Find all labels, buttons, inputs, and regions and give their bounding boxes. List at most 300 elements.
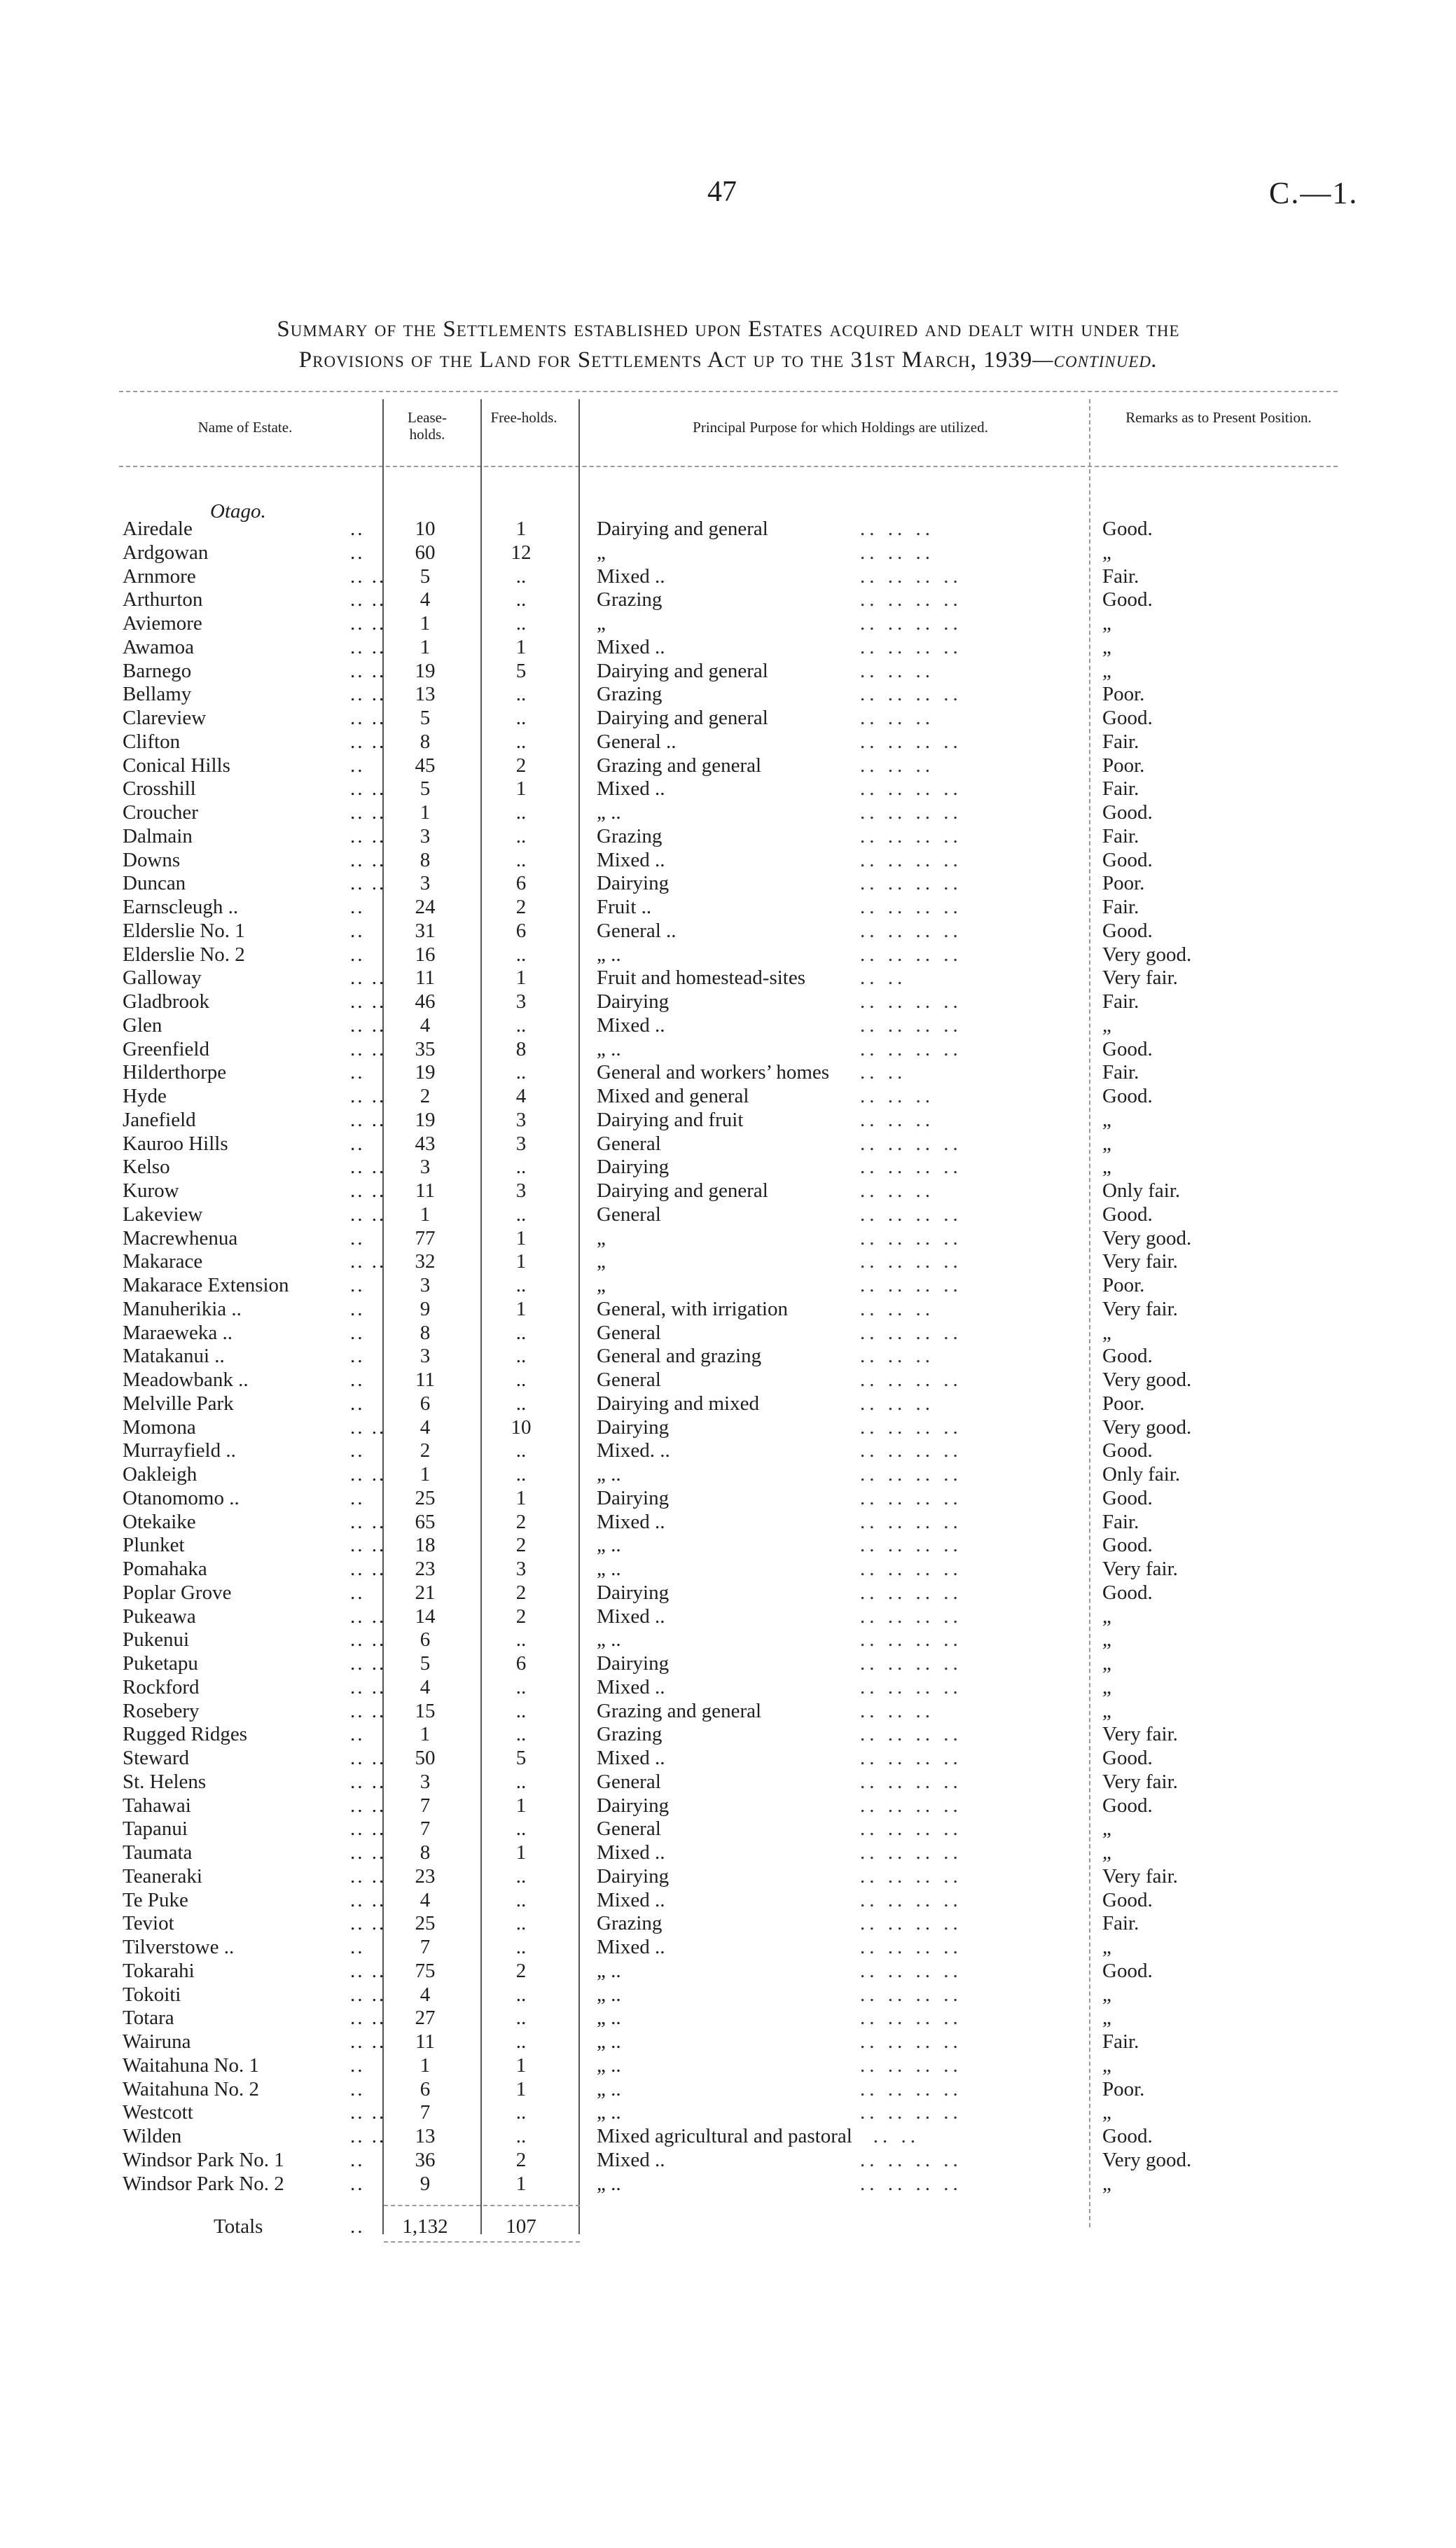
purpose-cell: Dairying and general <box>597 1179 768 1202</box>
purpose-cell: Mixed. .. <box>597 1439 670 1462</box>
purpose-cell: „ .. <box>597 2101 621 2124</box>
remarks-cell: Good. <box>1102 1534 1153 1557</box>
estate-name: Arthurton <box>123 588 203 611</box>
purpose-cell: Dairying and general <box>597 707 768 729</box>
group-label-otago: Otago. <box>210 500 266 522</box>
freeholds-cell: 2 <box>515 2148 527 2171</box>
freeholds-cell: 2 <box>515 754 527 777</box>
table-row <box>0 1463 1456 1487</box>
remarks-cell: Good. <box>1102 2125 1153 2147</box>
table-row <box>0 731 1456 754</box>
freeholds-cell: 2 <box>515 896 527 918</box>
remarks-cell: „ <box>1102 635 1111 658</box>
leaseholds-cell: 11 <box>415 1179 435 1202</box>
purpose-cell: Dairying and general <box>597 659 768 682</box>
estate-name: Macrewhenua <box>123 1226 238 1249</box>
purpose-cell: „ <box>597 541 606 564</box>
estate-name: Clareview <box>123 707 207 729</box>
name-leader-dots: .. <box>350 1274 365 1296</box>
table-row <box>0 1889 1456 1913</box>
leaseholds-cell: 4 <box>420 1888 431 1911</box>
leaseholds-cell: 8 <box>420 730 431 753</box>
table-row <box>0 707 1456 731</box>
estate-name: Elderslie No. 2 <box>123 943 245 966</box>
purpose-leader-dots: .. .. .. .. <box>860 565 962 588</box>
estate-table-body <box>0 518 1456 2196</box>
freeholds-cell: .. <box>515 588 527 611</box>
purpose-leader-dots: .. .. .. .. <box>860 1959 962 1982</box>
leaseholds-cell: 8 <box>420 848 431 871</box>
purpose-cell: „ .. <box>597 2172 621 2195</box>
table-row <box>0 896 1456 920</box>
name-leader-dots: .. <box>350 1723 365 1746</box>
purpose-leader-dots: .. .. .. .. <box>860 588 962 611</box>
leaseholds-cell: 1 <box>420 1203 431 1226</box>
estate-name: Rugged Ridges <box>123 1723 248 1746</box>
purpose-cell: Mixed .. <box>597 848 665 871</box>
purpose-cell: Mixed .. <box>597 2148 665 2171</box>
name-leader-dots: .. .. <box>350 2125 387 2147</box>
name-leader-dots: .. <box>350 1936 365 1958</box>
name-leader-dots: .. .. <box>350 1983 387 2006</box>
purpose-leader-dots: .. .. .. .. <box>860 2077 962 2100</box>
estate-name: Kauroo Hills <box>123 1132 228 1155</box>
freeholds-cell: .. <box>515 2101 527 2124</box>
leaseholds-cell: 1 <box>420 612 431 635</box>
purpose-leader-dots: .. .. .. <box>860 1345 934 1368</box>
leaseholds-cell: 24 <box>415 896 436 918</box>
name-leader-dots: .. <box>350 919 365 942</box>
purpose-leader-dots: .. .. .. .. <box>860 1817 962 1841</box>
freeholds-cell: .. <box>515 848 527 871</box>
document-title <box>112 314 1345 375</box>
purpose-leader-dots: .. .. <box>860 1061 907 1084</box>
estate-name: Rosebery <box>123 1699 200 1722</box>
purpose-cell: Mixed .. <box>597 1605 665 1628</box>
estate-name: Aviemore <box>123 612 202 635</box>
purpose-cell: Dairying <box>597 1415 670 1439</box>
purpose-leader-dots: .. .. .. <box>860 1085 934 1107</box>
purpose-leader-dots: .. .. .. .. <box>860 2101 962 2124</box>
remarks-cell: Good. <box>1102 1345 1153 1368</box>
name-leader-dots: .. .. <box>350 659 387 682</box>
table-row <box>0 1038 1456 1062</box>
estate-name: Tilverstowe .. <box>123 1936 235 1958</box>
leaseholds-cell: 4 <box>420 588 431 611</box>
table-row <box>0 1133 1456 1156</box>
table-row <box>0 1250 1456 1274</box>
estate-name: Kelso <box>123 1156 170 1179</box>
freeholds-cell: 4 <box>515 1085 527 1107</box>
purpose-cell: Grazing <box>597 1912 663 1935</box>
remarks-cell: „ <box>1102 2101 1111 2124</box>
name-leader-dots: .. .. <box>350 824 387 847</box>
leaseholds-cell: 65 <box>415 1510 436 1533</box>
estate-name: Clifton <box>123 730 181 753</box>
remarks-cell: Fair. <box>1102 824 1139 847</box>
freeholds-cell: 1 <box>515 967 527 990</box>
leaseholds-cell: 11 <box>415 1369 435 1391</box>
remarks-cell: Good. <box>1102 1085 1153 1107</box>
remarks-cell: Very good. <box>1102 1415 1192 1439</box>
remarks-cell: Fair. <box>1102 1061 1139 1084</box>
purpose-cell: Dairying <box>597 990 670 1013</box>
table-row <box>0 2030 1456 2054</box>
freeholds-cell: .. <box>515 1013 527 1037</box>
purpose-leader-dots: .. .. .. .. <box>860 1226 962 1249</box>
estate-name: Wilden <box>123 2125 182 2147</box>
estate-name: Duncan <box>123 872 186 895</box>
purpose-leader-dots: .. .. .. .. <box>860 1013 962 1037</box>
purpose-cell: General and grazing <box>597 1345 762 1368</box>
name-leader-dots: .. <box>350 1061 365 1084</box>
totals-top-rule <box>384 2205 580 2206</box>
name-leader-dots: .. .. <box>350 635 387 658</box>
leaseholds-cell: 5 <box>420 565 431 588</box>
leaseholds-cell: 5 <box>420 777 431 801</box>
remarks-cell: „ <box>1102 1628 1111 1652</box>
purpose-cell: „ .. <box>597 801 621 824</box>
purpose-leader-dots: .. .. .. .. <box>860 1510 962 1533</box>
freeholds-cell: 1 <box>515 2054 527 2077</box>
leaseholds-cell: 18 <box>415 1534 436 1557</box>
purpose-leader-dots: .. .. .. .. <box>860 1581 962 1604</box>
freeholds-cell: .. <box>515 730 527 753</box>
remarks-cell: Very good. <box>1102 943 1192 966</box>
table-row <box>0 920 1456 943</box>
freeholds-cell: 2 <box>515 1510 527 1533</box>
purpose-leader-dots: .. .. .. .. <box>860 1250 962 1273</box>
purpose-cell: Dairying <box>597 1581 670 1604</box>
freeholds-cell: 2 <box>515 1534 527 1557</box>
purpose-cell: General <box>597 1132 661 1155</box>
purpose-cell: Dairying <box>597 1794 670 1817</box>
leaseholds-cell: 43 <box>415 1132 436 1155</box>
name-leader-dots: .. <box>350 1392 365 1415</box>
leaseholds-cell: 25 <box>415 1486 436 1509</box>
name-leader-dots: .. .. <box>350 1770 387 1793</box>
name-leader-dots: .. <box>350 1345 365 1368</box>
purpose-leader-dots: .. .. .. .. <box>860 896 962 918</box>
table-row <box>0 1085 1456 1109</box>
purpose-cell: Grazing and general <box>597 754 762 777</box>
freeholds-cell: .. <box>515 1936 527 1958</box>
leaseholds-cell: 45 <box>415 754 436 777</box>
totals-leaseholds: 1,132 <box>402 2215 448 2238</box>
remarks-cell: Good. <box>1102 1959 1153 1982</box>
name-leader-dots: .. <box>350 754 365 777</box>
freeholds-cell: .. <box>515 1439 527 1462</box>
estate-name: Te Puke <box>123 1888 188 1911</box>
remarks-cell: Fair. <box>1102 1510 1139 1533</box>
remarks-cell: Very fair. <box>1102 1250 1178 1273</box>
purpose-leader-dots: .. .. .. .. <box>860 1439 962 1462</box>
header-leaseholds: Lease-holds. <box>408 409 447 443</box>
header-purpose: Principal Purpose for which Holdings are utilized. <box>693 419 988 436</box>
freeholds-cell: .. <box>515 943 527 966</box>
remarks-cell: „ <box>1102 1936 1111 1958</box>
purpose-cell: „ .. <box>597 1463 621 1486</box>
purpose-leader-dots: .. .. .. .. <box>860 2054 962 2077</box>
remarks-cell: Very fair. <box>1102 1558 1178 1580</box>
purpose-leader-dots: .. .. .. .. <box>860 683 962 706</box>
purpose-cell: Mixed .. <box>597 635 665 658</box>
freeholds-cell: 1 <box>515 1250 527 1273</box>
estate-name: Murrayfield .. <box>123 1439 236 1462</box>
table-row <box>0 1369 1456 1392</box>
purpose-cell: Dairying <box>597 1156 670 1179</box>
remarks-cell: Good. <box>1102 801 1153 824</box>
estate-name: Janefield <box>123 1108 196 1131</box>
table-row <box>0 1558 1456 1581</box>
name-leader-dots: .. <box>350 943 365 966</box>
leaseholds-cell: 9 <box>420 2172 431 2195</box>
name-leader-dots: .. .. <box>350 707 387 729</box>
remarks-cell: Very fair. <box>1102 1723 1178 1746</box>
purpose-cell: Fruit and homestead-sites <box>597 967 806 990</box>
table-row <box>0 1014 1456 1038</box>
table-row <box>0 636 1456 660</box>
leaseholds-cell: 1 <box>420 801 431 824</box>
freeholds-cell: .. <box>515 1912 527 1935</box>
leaseholds-cell: 21 <box>415 1581 436 1604</box>
estate-name: Pukeawa <box>123 1605 196 1628</box>
leaseholds-cell: 8 <box>420 1841 431 1864</box>
freeholds-cell: .. <box>515 1817 527 1841</box>
purpose-cell: Mixed agricultural and pastoral <box>597 2125 852 2147</box>
leaseholds-cell: 77 <box>415 1226 436 1249</box>
leaseholds-cell: 9 <box>420 1297 431 1320</box>
remarks-cell: Good. <box>1102 707 1153 729</box>
freeholds-cell: 1 <box>515 1486 527 1509</box>
leaseholds-cell: 25 <box>415 1912 436 1935</box>
table-row <box>0 612 1456 636</box>
purpose-cell: Dairying and general <box>597 518 768 540</box>
table-row <box>0 2149 1456 2173</box>
remarks-cell: „ <box>1102 1699 1111 1722</box>
title-line-2-text: Provisions of the Land for Settlements Act up to the 31st March, 1939 <box>298 347 1033 373</box>
remarks-cell: „ <box>1102 1675 1111 1698</box>
table-row <box>0 1936 1456 1960</box>
remarks-cell: Fair. <box>1102 730 1139 753</box>
purpose-cell: Dairying and mixed <box>597 1392 759 1415</box>
table-row <box>0 1912 1456 1936</box>
remarks-cell: Poor. <box>1102 2077 1145 2100</box>
freeholds-cell: 1 <box>515 2077 527 2100</box>
leaseholds-cell: 35 <box>415 1037 436 1060</box>
estate-name: Westcott <box>123 2101 193 2124</box>
name-leader-dots: .. .. <box>350 1912 387 1935</box>
table-row <box>0 1747 1456 1771</box>
purpose-cell: Grazing <box>597 683 663 706</box>
estate-name: Tahawai <box>123 1794 191 1817</box>
table-row <box>0 1179 1456 1203</box>
purpose-leader-dots: .. .. .. .. <box>860 1936 962 1958</box>
purpose-cell: Grazing <box>597 588 663 611</box>
estate-name: Croucher <box>123 801 198 824</box>
table-row <box>0 1581 1456 1605</box>
purpose-leader-dots: .. .. .. .. <box>860 777 962 801</box>
freeholds-cell: .. <box>515 2030 527 2053</box>
estate-name: Puketapu <box>123 1652 198 1675</box>
name-leader-dots: .. <box>350 1486 365 1509</box>
purpose-leader-dots: .. .. .. .. <box>860 1274 962 1296</box>
leaseholds-cell: 31 <box>415 919 436 942</box>
leaseholds-cell: 8 <box>420 1321 431 1344</box>
estate-name: Ardgowan <box>123 541 209 564</box>
page-reference: C.—1. <box>1269 176 1359 210</box>
name-leader-dots: .. .. <box>350 1179 387 1202</box>
table-row <box>0 967 1456 990</box>
table-row <box>0 1865 1456 1889</box>
purpose-leader-dots: .. .. .. .. <box>860 1132 962 1155</box>
purpose-leader-dots: .. .. .. <box>860 1179 934 1202</box>
table-row <box>0 825 1456 849</box>
purpose-cell: Grazing and general <box>597 1699 762 1722</box>
purpose-cell: General <box>597 1369 661 1391</box>
remarks-cell: „ <box>1102 1108 1111 1131</box>
purpose-cell: Grazing <box>597 1723 663 1746</box>
estate-name: Totara <box>123 2007 174 2030</box>
freeholds-cell: 6 <box>515 919 527 942</box>
table-row <box>0 1817 1456 1841</box>
purpose-cell: „ .. <box>597 1983 621 2006</box>
freeholds-cell: 1 <box>515 1794 527 1817</box>
remarks-cell: Very fair. <box>1102 967 1178 990</box>
name-leader-dots: .. .. <box>350 1415 387 1439</box>
purpose-leader-dots: .. .. .. .. <box>860 2172 962 2195</box>
purpose-leader-dots: .. .. .. .. <box>860 2030 962 2053</box>
purpose-leader-dots: .. .. .. .. <box>860 1888 962 1911</box>
remarks-cell: Poor. <box>1102 1274 1145 1296</box>
purpose-leader-dots: .. .. .. .. <box>860 1463 962 1486</box>
purpose-leader-dots: .. .. <box>860 967 907 990</box>
purpose-leader-dots: .. .. .. .. <box>860 1652 962 1675</box>
purpose-cell: Mixed .. <box>597 1013 665 1037</box>
leaseholds-cell: 27 <box>415 2007 436 2030</box>
leaseholds-cell: 46 <box>415 990 436 1013</box>
freeholds-cell: 2 <box>515 1959 527 1982</box>
totals-label: Totals <box>214 2215 263 2238</box>
remarks-cell: „ <box>1102 1156 1111 1179</box>
freeholds-cell: 6 <box>515 1652 527 1675</box>
table-row <box>0 1723 1456 1747</box>
estate-name: Windsor Park No. 1 <box>123 2148 284 2171</box>
freeholds-cell: 1 <box>515 777 527 801</box>
remarks-cell: Good. <box>1102 1203 1153 1226</box>
freeholds-cell: 2 <box>515 1581 527 1604</box>
table-row <box>0 1345 1456 1369</box>
name-leader-dots: .. .. <box>350 777 387 801</box>
remarks-cell: Very fair. <box>1102 1770 1178 1793</box>
name-leader-dots: .. .. <box>350 1463 387 1486</box>
purpose-cell: Mixed .. <box>597 777 665 801</box>
purpose-leader-dots: .. .. .. .. <box>860 1037 962 1060</box>
estate-name: Dalmain <box>123 824 193 847</box>
leaseholds-cell: 7 <box>420 1794 431 1817</box>
estate-name: Awamoa <box>123 635 195 658</box>
purpose-leader-dots: .. .. .. .. <box>860 919 962 942</box>
table-row <box>0 2125 1456 2149</box>
freeholds-cell: .. <box>515 707 527 729</box>
purpose-leader-dots: .. .. .. <box>860 1392 934 1415</box>
estate-name: Makarace Extension <box>123 1274 289 1296</box>
remarks-cell: „ <box>1102 541 1111 564</box>
name-leader-dots: .. .. <box>350 1534 387 1557</box>
estate-name: Conical Hills <box>123 754 230 777</box>
table-row <box>0 2101 1456 2125</box>
freeholds-cell: .. <box>515 565 527 588</box>
estate-name: Manuherikia .. <box>123 1297 242 1320</box>
freeholds-cell: .. <box>515 683 527 706</box>
estate-name: Otanomomo .. <box>123 1486 240 1509</box>
purpose-leader-dots: .. .. .. .. <box>860 1747 962 1769</box>
freeholds-cell: 6 <box>515 872 527 895</box>
purpose-leader-dots: .. .. .. .. <box>860 635 962 658</box>
leaseholds-cell: 11 <box>415 967 435 990</box>
name-leader-dots: .. .. <box>350 2007 387 2030</box>
remarks-cell: Good. <box>1102 1486 1153 1509</box>
totals-leader-dots: .. <box>350 2215 365 2238</box>
name-leader-dots: .. .. <box>350 683 387 706</box>
purpose-cell: „ .. <box>597 1628 621 1652</box>
freeholds-cell: .. <box>515 824 527 847</box>
remarks-cell: Good. <box>1102 1794 1153 1817</box>
purpose-cell: „ <box>597 1226 606 1249</box>
name-leader-dots: .. .. <box>350 1250 387 1273</box>
table-row <box>0 990 1456 1014</box>
header-name: Name of Estate. <box>197 419 293 436</box>
table-row <box>0 1676 1456 1700</box>
estate-name: Downs <box>123 848 181 871</box>
freeholds-cell: .. <box>515 1864 527 1888</box>
purpose-leader-dots: .. .. .. .. <box>860 1794 962 1817</box>
remarks-cell: Poor. <box>1102 872 1145 895</box>
freeholds-cell: 1 <box>515 2172 527 2195</box>
name-leader-dots: .. .. <box>350 967 387 990</box>
purpose-leader-dots: .. .. .. .. <box>860 730 962 753</box>
table-row <box>0 1274 1456 1298</box>
purpose-cell: „ .. <box>597 1534 621 1557</box>
estate-name: Bellamy <box>123 683 192 706</box>
leaseholds-cell: 13 <box>415 683 436 706</box>
remarks-cell: Good. <box>1102 1581 1153 1604</box>
leaseholds-cell: 7 <box>420 1936 431 1958</box>
leaseholds-cell: 19 <box>415 1061 436 1084</box>
name-leader-dots: .. .. <box>350 565 387 588</box>
freeholds-cell: .. <box>515 1061 527 1084</box>
purpose-leader-dots: .. .. .. .. <box>860 990 962 1013</box>
freeholds-cell: 3 <box>515 1179 527 1202</box>
name-leader-dots: .. <box>350 2054 365 2077</box>
leaseholds-cell: 2 <box>420 1085 431 1107</box>
remarks-cell: „ <box>1102 1652 1111 1675</box>
table-row <box>0 1227 1456 1251</box>
estate-name: Melville Park <box>123 1392 234 1415</box>
leaseholds-cell: 1 <box>420 635 431 658</box>
name-leader-dots: .. .. <box>350 1864 387 1888</box>
estate-name: Arnmore <box>123 565 196 588</box>
freeholds-cell: 1 <box>515 518 527 540</box>
table-row <box>0 541 1456 565</box>
estate-name: Airedale <box>123 518 193 540</box>
remarks-cell: Good. <box>1102 1037 1153 1060</box>
purpose-cell: Dairying <box>597 1486 670 1509</box>
name-leader-dots: .. <box>350 2172 365 2195</box>
name-leader-dots: .. <box>350 2077 365 2100</box>
remarks-cell: Only fair. <box>1102 1179 1181 1202</box>
purpose-cell: Mixed .. <box>597 1841 665 1864</box>
